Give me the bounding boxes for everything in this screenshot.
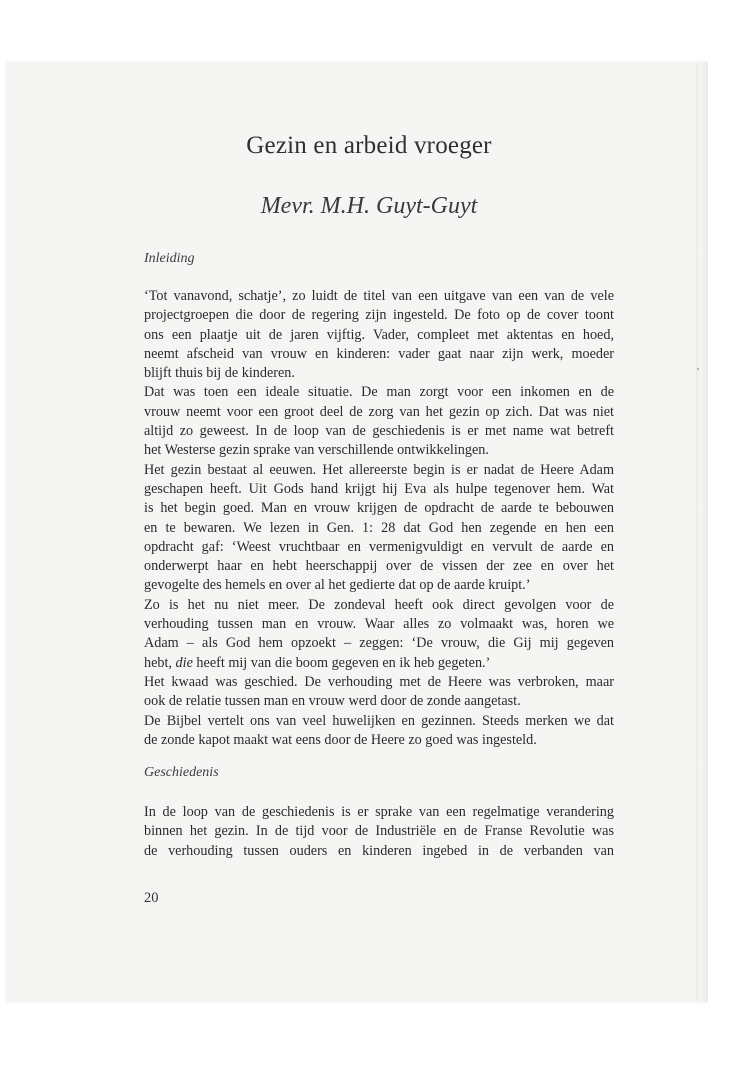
text-line: vrouw neemt voor een groot deel de zorg van het gezin op zich. Dat was niet [144,403,614,420]
text-line: geschapen heeft. Uit Gods hand krijgt hij Eva als hulpe tegenover hem. Wat [144,480,614,497]
section-heading-geschiedenis: Geschiedenis [144,765,219,780]
article-author: Mevr. M.H. Guyt-Guyt [260,193,478,219]
text-line: en te bewaren. We lezen in Gen. 1: 28 dat God hen zegende en hen een [144,519,614,536]
text-line: neemt afscheid van vrouw en kinderen: vader gaat naar zijn werk, moeder [144,345,614,362]
text-line: In de loop van de geschiedenis is er sprake van een regelmatige verandering [144,804,614,820]
emphasis: die [175,654,193,671]
text-line: Adam – als God hem opzoekt – zeggen: ‘De vrouw, die Gij mij gegeven [144,635,614,652]
text-line: Dat was toen een ideale situatie. De man zorgt voor een inkomen en de [144,384,614,401]
text-line: de zonde kapot maakt wat eens door de Heere zo goed was ingesteld. [144,731,537,748]
text-line: De Bijbel vertelt ons van veel huwelijken en gezinnen. Steeds merken we dat [144,712,614,729]
scan-speck [697,368,699,370]
text-line: hebt, die heeft mij van die boom gegeven en ik heb gegeten.’ [144,654,491,671]
text-line: projectgroepen die door de regering zijn ingesteld. De foto op de cover toont [144,307,614,324]
page-number: 20 [144,890,159,906]
text-line: verhouding tussen man en vrouw. Waar alles zo volmaakt was, horen we [144,616,614,633]
text-line: ‘Tot vanavond, schatje’, zo luidt de titel van een uitgave van een van de vele [144,288,614,304]
text-line: ook de relatie tussen man en vrouw werd door de zonde aangetast. [144,693,521,710]
text-line: gevogelte des hemels en over al het gedierte dat op de aarde kruipt.’ [144,577,531,594]
text-line: ons een plaatje uit de jaren vijftig. Vader, compleet met aktentas en hoed, [144,326,614,343]
text-line: altijd zo geweest. In de loop van de geschiedenis is er met name wat betreft [144,423,614,440]
body-text-inleiding [144,287,614,750]
article-title: Gezin en arbeid vroeger [246,132,492,159]
text-line: onderwerpt haar en hebt heerschappij over de vissen der zee en over het [144,558,614,575]
body-text-geschiedenis [144,803,614,861]
section-heading-inleiding: Inleiding [144,251,195,266]
text-line: is het begin goed. Man en vrouw krijgen de opdracht de aarde te bebouwen [144,500,614,517]
text-line: binnen het gezin. In de tijd voor de Industriële en de Franse Revolutie was [144,823,614,840]
text-line: Het gezin bestaat al eeuwen. Het allereerste begin is er nadat de Heere Adam [144,461,614,478]
text-line: Zo is het nu niet meer. De zondeval heeft ook direct gevolgen voor de [144,596,614,613]
text-line: Het kwaad was geschied. De verhouding met de Heere was verbroken, maar [144,673,614,690]
text-line: de verhouding tussen ouders en kinderen ingebed in de verbanden van [144,842,614,859]
text-line: blijft thuis bij de kinderen. [144,365,295,382]
text-line: het Westerse gezin sprake van verschillende ontwikkelingen. [144,442,489,459]
text-line: opdracht gaf: ‘Weest vruchtbaar en vermenigvuldigt en vervult de aarde en [144,538,614,555]
